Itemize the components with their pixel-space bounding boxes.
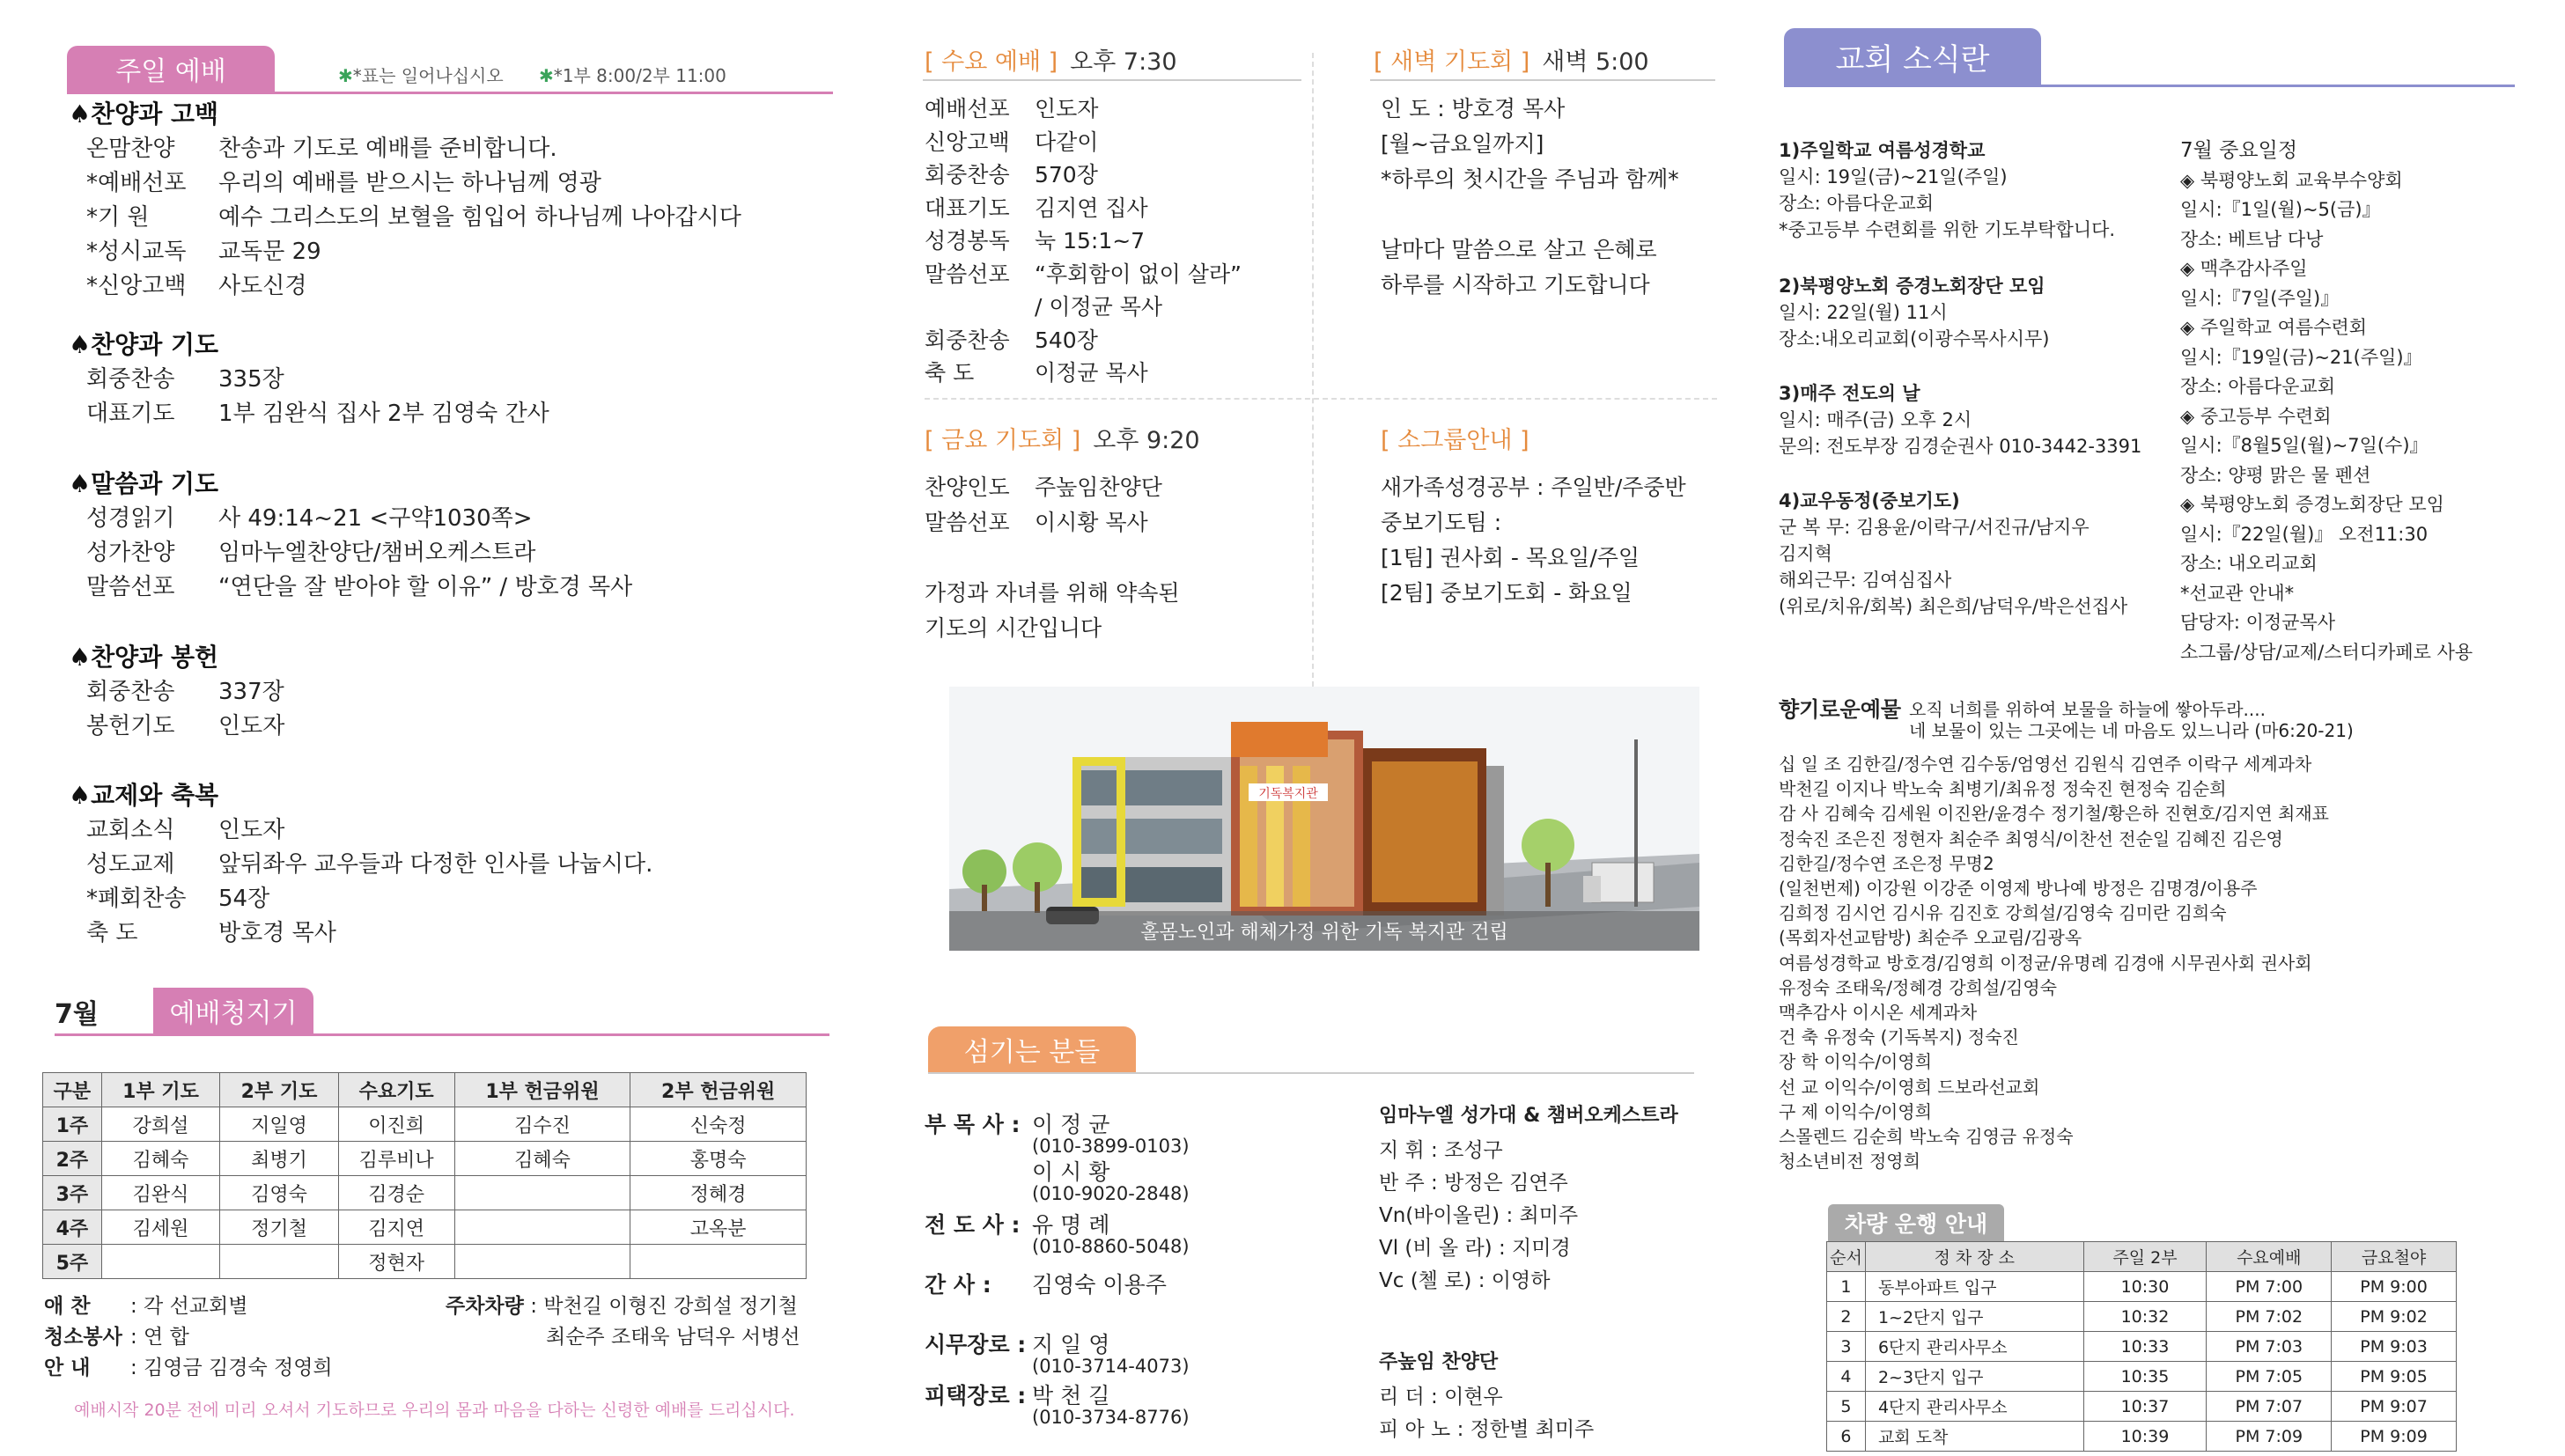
order-label: 말씀선포 xyxy=(925,510,1010,535)
servers-title: 섬기는 분들 xyxy=(963,1037,1101,1068)
table-cell: 10:33 xyxy=(2083,1332,2207,1362)
table-cell: PM 7:02 xyxy=(2207,1302,2332,1332)
dawn-line: *하루의 첫시간을 주님과 함께* xyxy=(1381,166,1679,192)
july-line: 장소: 양평 맑은 물 펜션 xyxy=(2180,464,2371,486)
table-cell: PM 9:09 xyxy=(2332,1422,2457,1452)
table-header: 주일 2부 xyxy=(2083,1242,2207,1272)
order-row xyxy=(86,268,306,300)
order-row xyxy=(86,395,549,428)
july-line: *선교관 안내* xyxy=(2180,582,2295,604)
table-row xyxy=(43,1245,807,1279)
july-line: 일시:『7일(주일)』 xyxy=(2180,287,2340,309)
table-cell: 김혜숙 xyxy=(454,1142,630,1176)
news-heading: 4)교우동정(중보기도) xyxy=(1779,490,1960,511)
order-label: 회중찬송 xyxy=(86,366,175,393)
table-cell: PM 7:00 xyxy=(2207,1272,2332,1302)
july-line: ◈ 주일학교 여름수련회 xyxy=(2180,317,2368,338)
offering-line: 감 사 김혜숙 김세원 이진완/윤경수 정기철/황은하 진현호/김지연 최재표 xyxy=(1779,803,2329,825)
july-line: ◈ 북평양노회 교육부수양회 xyxy=(2180,169,2403,191)
order-value: “후회함이 없이 살라” xyxy=(1035,261,1242,287)
order-value: 인도자 xyxy=(218,713,285,739)
news-line: 장소: 아름다운교회 xyxy=(1779,193,1935,214)
table-cell: 김지연 xyxy=(338,1210,454,1245)
order-label: 회중찬송 xyxy=(925,327,1010,353)
offering-verse-1: 오직 너희를 위하여 보물을 하늘에 쌓아두라.... xyxy=(1909,699,2266,720)
offering-line: 박천길 이지나 박노숙 최병기/최유정 정숙진 현정숙 김순희 xyxy=(1779,778,2227,800)
offering-line: 건 축 유정숙 (기독복지) 정숙진 xyxy=(1779,1026,2019,1048)
table-cell: 동부아파트 입구 xyxy=(1865,1272,2083,1302)
table-cell: 정기철 xyxy=(220,1210,339,1245)
bus-schedule-table xyxy=(1826,1241,2457,1452)
praise-title: 주높임 찬양단 xyxy=(1379,1351,1499,1373)
table-cell xyxy=(454,1245,630,1279)
table-row xyxy=(1827,1392,2457,1422)
small-group-line: [2팀] 중보기도회 - 화요일 xyxy=(1381,580,1633,606)
order-row xyxy=(86,846,652,879)
offering-line: 김한길/정수연 조은정 무명2 xyxy=(1779,852,1994,874)
dawn-line: 날마다 말씀으로 살고 은혜로 xyxy=(1381,237,1657,262)
table-row xyxy=(43,1176,807,1210)
choir-member: Vn(바이올린) : 최미주 xyxy=(1379,1204,1579,1227)
building-sign: 기독복지관 xyxy=(1258,787,1318,801)
offering-line: 유정숙 조태욱/정혜경 강희설/김영숙 xyxy=(1779,976,2057,998)
order-label: 성가찬양 xyxy=(86,540,175,566)
table-cell: 10:32 xyxy=(2083,1302,2207,1332)
parking-row-2: 최순주 조태욱 남덕우 서병선 xyxy=(546,1326,800,1349)
order-label: *신앙고백 xyxy=(86,273,187,299)
july-line: ◈ 북평양노회 증경노회장단 모임 xyxy=(2180,494,2444,515)
table-cell: 고옥분 xyxy=(630,1210,807,1245)
news-line: 군 복 무: 김용윤/이락구/서진규/남지우 xyxy=(1779,517,2090,538)
order-row xyxy=(86,500,533,533)
order-value: 335장 xyxy=(218,366,284,393)
july-line: ◈ 중고등부 수련회 xyxy=(2180,405,2332,427)
july-line: 일시:『19일(금)~21(주일)』 xyxy=(2180,346,2422,368)
table-cell: 김루비나 xyxy=(338,1142,454,1176)
table-row xyxy=(1827,1332,2457,1362)
table-cell: 4주 xyxy=(43,1210,102,1245)
table-cell: PM 9:00 xyxy=(2332,1272,2457,1302)
order-row xyxy=(925,505,1148,537)
order-label: *기 원 xyxy=(86,204,150,231)
news-line: 일시: 매주(금) 오후 2시 xyxy=(1779,409,1972,430)
july-line: ◈ 맥추감사주일 xyxy=(2180,258,2308,279)
offering-line: 장 학 이익수/이영희 xyxy=(1779,1051,1933,1073)
order-value: 1부 김완식 집사 2부 김영숙 간사 xyxy=(218,401,549,427)
order-value: 예수 그리스도의 보혈을 힘입어 하나님께 나아갑시다 xyxy=(218,204,741,231)
table-cell xyxy=(220,1245,339,1279)
july-heading: 7월 중요일정 xyxy=(2180,139,2298,162)
table-cell: 정혜경 xyxy=(630,1176,807,1210)
news-line: 일시: 22일(월) 11시 xyxy=(1779,302,1948,323)
order-label: 말씀선포 xyxy=(86,574,175,600)
table-cell: 4단지 관리사무소 xyxy=(1865,1392,2083,1422)
july-line: 일시:『22일(월)』 오전11:30 xyxy=(2180,523,2429,545)
small-group-heading: [ 소그룹안내 ] xyxy=(1381,427,1529,454)
server-role: 전 도 사 : xyxy=(925,1212,1021,1238)
choir-member: 지 휘 : 조성구 xyxy=(1379,1139,1503,1162)
section-divider xyxy=(1784,85,2515,87)
news-line: 장소:내오리교회(이광수목사시무) xyxy=(1779,328,2050,349)
order-value: 다같이 xyxy=(1035,129,1099,155)
table-header: 1부 헌금위원 xyxy=(454,1073,630,1107)
divider xyxy=(923,79,1301,81)
table-row xyxy=(1827,1422,2457,1452)
server-name: 이 시 황 xyxy=(1032,1159,1110,1185)
table-cell: 5주 xyxy=(43,1245,102,1279)
table-cell: 1 xyxy=(1827,1272,1866,1302)
table-header: 순서 xyxy=(1827,1242,1866,1272)
order-row xyxy=(86,233,321,266)
offering-line: 정숙진 조은진 정현자 최순주 최영식/이찬선 전순일 김혜진 김은영 xyxy=(1779,827,2283,849)
july-line: 장소: 내오리교회 xyxy=(2180,553,2318,574)
order-label: 말씀선포 xyxy=(925,261,1010,287)
table-cell: 강희설 xyxy=(101,1107,220,1142)
table-cell: 이진희 xyxy=(338,1107,454,1142)
order-value: 540장 xyxy=(1035,327,1098,353)
order-value: 김지연 집사 xyxy=(1035,195,1148,221)
server-role: 간 사 : xyxy=(925,1272,991,1298)
order-label: 온맘찬양 xyxy=(86,136,175,162)
order-label: 성경봉독 xyxy=(925,228,1010,254)
order-value: 방호경 목사 xyxy=(218,920,336,946)
fri-note-1: 가정과 자녀를 위해 약속된 xyxy=(925,580,1180,606)
fellowship-meal-row: 애 찬 : 각 선교회별 xyxy=(44,1295,248,1318)
table-cell: 2~3단지 입구 xyxy=(1865,1362,2083,1392)
table-cell xyxy=(454,1176,630,1210)
table-cell: PM 9:02 xyxy=(2332,1302,2457,1332)
stand-note: ✱*표는 일어나십시오 xyxy=(338,65,504,86)
dawn-line: [월~금요일까지] xyxy=(1381,131,1544,157)
divider xyxy=(1370,79,1715,81)
table-row xyxy=(1827,1272,2457,1302)
table-cell: 10:35 xyxy=(2083,1362,2207,1392)
order-value: 주높임찬양단 xyxy=(1035,474,1162,500)
choir-member: Vl (비 올 라) : 지미경 xyxy=(1379,1237,1571,1260)
table-cell: 김영숙 xyxy=(220,1176,339,1210)
order-value: 교독문 29 xyxy=(218,239,321,265)
order-row xyxy=(86,708,284,740)
wed-worship-heading: [ 수요 예배 ] 오후 7:30 xyxy=(925,48,1177,76)
table-cell: 김완식 xyxy=(101,1176,220,1210)
order-row xyxy=(925,257,1242,289)
table-row xyxy=(1827,1362,2457,1392)
table-cell: 홍명숙 xyxy=(630,1142,807,1176)
church-news-title: 교회 소식란 xyxy=(1835,41,1990,77)
offering-line: 십 일 조 김한길/정수연 김수동/엄영선 김원식 김연주 이락구 세계과차 xyxy=(1779,754,2312,775)
small-group-line: 중보기도팀 : xyxy=(1381,510,1502,535)
server-name: 김영숙 이용주 xyxy=(1032,1272,1167,1298)
order-label: 성도교제 xyxy=(86,851,175,878)
july-line: 일시:『1일(월)~5(금)』 xyxy=(2180,199,2381,220)
choir-title: 임마누엘 성가대 & 챔버오케스트라 xyxy=(1379,1105,1678,1127)
order-value: 사도신경 xyxy=(218,273,307,299)
order-row xyxy=(86,673,284,706)
news-heading: 2)북평양노회 증경노회장단 모임 xyxy=(1779,276,2045,297)
section-heading: ♠찬양과 기도 xyxy=(69,330,219,359)
order-row xyxy=(86,569,632,601)
order-label: 찬양인도 xyxy=(925,474,1010,500)
table-cell xyxy=(454,1210,630,1245)
table-header: 2부 기도 xyxy=(220,1073,339,1107)
order-value: 눅 15:1~7 xyxy=(1035,228,1146,254)
table-cell: 2 xyxy=(1827,1302,1866,1332)
order-row xyxy=(925,158,1098,189)
server-phone: (010-9020-2848) xyxy=(1032,1183,1190,1204)
july-line: 담당자: 이정균목사 xyxy=(2180,612,2336,633)
church-news-tab xyxy=(1784,28,2041,85)
offering-line: 스몰렌드 김순희 박노숙 김영금 유정숙 xyxy=(1779,1126,2074,1147)
server-phone: (010-3714-4073) xyxy=(1032,1356,1190,1377)
bus-schedule-title: 차량 운행 안내 xyxy=(1844,1211,1988,1237)
table-cell xyxy=(101,1245,220,1279)
server-name: 박 천 길 xyxy=(1032,1383,1110,1408)
welfare-center-image xyxy=(949,687,1699,951)
sunday-worship-title: 주일 예배 xyxy=(115,56,226,87)
dawn-prayer-heading: [ 새벽 기도회 ] 새벽 5:00 xyxy=(1374,48,1649,76)
table-cell: 6 xyxy=(1827,1422,1866,1452)
offering-title: 향기로운예물 xyxy=(1779,697,1902,722)
order-row xyxy=(925,356,1148,387)
news-line: 문의: 전도부장 김경순권사 010-3442-3391 xyxy=(1779,436,2142,457)
news-heading: 3)매주 전도의 날 xyxy=(1779,383,1920,404)
order-label: 축 도 xyxy=(925,360,975,386)
order-label: *예배선포 xyxy=(86,170,187,196)
choir-member: 반 주 : 방정은 김연주 xyxy=(1379,1172,1568,1195)
row-separator xyxy=(925,398,1717,400)
order-label: 축 도 xyxy=(86,920,138,946)
divider xyxy=(928,1072,1694,1074)
order-value: 570장 xyxy=(1035,162,1098,188)
table-header: 1부 기도 xyxy=(101,1073,220,1107)
order-row xyxy=(86,199,741,232)
bus-schedule-tab xyxy=(1828,1204,2004,1241)
order-value: 인도자 xyxy=(1035,96,1099,121)
table-cell: 1~2단지 입구 xyxy=(1865,1302,2083,1332)
stewards-table xyxy=(42,1072,807,1279)
table-cell: 10:39 xyxy=(2083,1422,2207,1452)
server-phone: (010-3899-0103) xyxy=(1032,1136,1190,1157)
table-cell: 2주 xyxy=(43,1142,102,1176)
section-heading: ♠말씀과 기도 xyxy=(69,469,219,498)
praise-member: 리 더 : 이현우 xyxy=(1379,1386,1503,1408)
table-header: 정 차 장 소 xyxy=(1865,1242,2083,1272)
table-cell: 3 xyxy=(1827,1332,1866,1362)
column-separator xyxy=(1312,53,1314,687)
offering-line: 김희정 김시언 김시유 김진호 강희설/김영숙 김미란 김희숙 xyxy=(1779,902,2227,924)
order-value: 임마누엘찬양단/챔버오케스트라 xyxy=(218,540,536,566)
order-value: 이시황 목사 xyxy=(1035,510,1148,535)
order-value: 앞뒤좌우 교우들과 다정한 인사를 나눕시다. xyxy=(218,851,653,878)
order-row xyxy=(925,92,1098,123)
dawn-line: 인 도 : 방호경 목사 xyxy=(1381,96,1566,121)
server-role: 시무장로 : xyxy=(925,1332,1027,1357)
offering-line: 여름성경학교 방호경/김영희 이정균/유명례 김경애 시무권사회 권사회 xyxy=(1779,952,2312,974)
order-label: *성시교독 xyxy=(86,239,187,265)
section-heading: ♠찬양과 봉헌 xyxy=(69,643,219,672)
server-name: 이 정 균 xyxy=(1032,1112,1110,1137)
table-cell: 3주 xyxy=(43,1176,102,1210)
image-caption: 홀몸노인과 해체가정 위한 기독 복지관 건립 xyxy=(949,911,1699,951)
month-label: 7월 xyxy=(55,999,99,1030)
offering-line: 맥추감사 이시온 세계과차 xyxy=(1779,1002,1978,1023)
order-value: 54장 xyxy=(218,886,270,912)
server-name: 유 명 례 xyxy=(1032,1212,1110,1238)
order-row xyxy=(925,290,1162,321)
offering-line: 청소년비전 정영희 xyxy=(1779,1151,1920,1173)
table-cell: PM 7:09 xyxy=(2207,1422,2332,1452)
order-label: 회중찬송 xyxy=(925,162,1010,188)
news-heading: 1)주일학교 여름성경학교 xyxy=(1779,140,1986,161)
offering-line: (목회자선교탐방) 최순주 오교림/김광옥 xyxy=(1779,927,2082,949)
offering-line: 구 제 이익수/이영희 xyxy=(1779,1100,1933,1122)
fri-prayer-heading: [ 금요 기도회 ] 오후 9:20 xyxy=(925,427,1200,454)
order-label: 예배선포 xyxy=(925,96,1010,121)
table-header: 2부 헌금위원 xyxy=(630,1073,807,1107)
news-line: 일시: 19일(금)~21일(주일) xyxy=(1779,166,2008,188)
order-value: 우리의 예배를 받으시는 하나님께 영광 xyxy=(218,170,601,196)
choir-member: Vc (첼 로) : 이영하 xyxy=(1379,1269,1551,1292)
table-cell: 최병기 xyxy=(220,1142,339,1176)
offering-line: (일천번제) 이강원 이강준 이영제 방나예 방정은 김명경/이용주 xyxy=(1779,878,2258,899)
table-cell: 5 xyxy=(1827,1392,1866,1422)
table-cell: PM 9:05 xyxy=(2332,1362,2457,1392)
table-cell: 교회 도착 xyxy=(1865,1422,2083,1452)
table-cell: 김수진 xyxy=(454,1107,630,1142)
order-label: 봉헌기도 xyxy=(86,713,175,739)
order-row xyxy=(925,125,1098,157)
order-label: 대표기도 xyxy=(86,401,175,427)
section-divider xyxy=(55,1033,829,1036)
table-cell: 10:30 xyxy=(2083,1272,2207,1302)
parking-row: 주차차량 : 박천길 이형진 강희설 정기철 xyxy=(446,1295,798,1318)
order-value: 찬송과 기도로 예배를 준비합니다. xyxy=(218,136,557,162)
table-cell: 4 xyxy=(1827,1362,1866,1392)
table-cell xyxy=(630,1245,807,1279)
order-value: 337장 xyxy=(218,679,284,705)
section-heading: ♠찬양과 고백 xyxy=(69,99,219,129)
server-role: 부 목 사 : xyxy=(925,1112,1021,1137)
section-divider xyxy=(67,92,833,94)
table-cell: 10:37 xyxy=(2083,1392,2207,1422)
order-row xyxy=(86,165,601,197)
order-row xyxy=(925,470,1162,502)
cleaning-row: 청소봉사 : 연 합 xyxy=(44,1326,189,1349)
order-row xyxy=(925,323,1098,355)
news-line: 해외근무: 김여심집사 xyxy=(1779,570,1952,591)
server-role: 피택장로 : xyxy=(925,1383,1027,1408)
server-phone: (010-8860-5048) xyxy=(1032,1236,1190,1257)
table-cell: PM 7:03 xyxy=(2207,1332,2332,1362)
section-heading: ♠교제와 축복 xyxy=(69,781,219,810)
table-header: 금요철야 xyxy=(2332,1242,2457,1272)
news-line: (위로/치유/회복) 최은희/남덕우/박은선집사 xyxy=(1779,596,2128,617)
order-row xyxy=(86,534,535,567)
bottom-note: 예배시작 20분 전에 미리 오셔서 기도하므로 우리의 몸과 마음을 다하는 신령한 예배를 드리십시다. xyxy=(74,1401,795,1420)
stewards-title: 예배청지기 xyxy=(169,998,298,1029)
order-label: *폐회찬송 xyxy=(86,886,187,912)
news-line: *중고등부 수련회를 위한 기도부탁합니다. xyxy=(1779,219,2116,240)
july-line: 장소: 베트남 다낭 xyxy=(2180,228,2324,250)
small-group-line: 새가족성경공부 : 주일반/주중반 xyxy=(1381,474,1686,500)
table-row xyxy=(43,1210,807,1245)
order-label: 회중찬송 xyxy=(86,679,175,705)
dawn-line: 하루를 시작하고 기도합니다 xyxy=(1381,272,1650,298)
order-row xyxy=(925,224,1145,255)
table-cell: PM 9:03 xyxy=(2332,1332,2457,1362)
order-label: 성경읽기 xyxy=(86,505,175,532)
order-row xyxy=(86,880,269,913)
order-row xyxy=(925,191,1148,223)
stewards-tab xyxy=(153,988,313,1033)
order-row xyxy=(86,361,284,393)
table-cell: 지일영 xyxy=(220,1107,339,1142)
order-value: “연단을 잘 받아야 할 이유” / 방호경 목사 xyxy=(218,574,633,600)
news-line: 김지혁 xyxy=(1779,543,1832,564)
order-value: 인도자 xyxy=(218,817,285,843)
offering-line: 선 교 이익수/이영희 드보라선교회 xyxy=(1779,1076,2040,1098)
server-name: 지 일 영 xyxy=(1032,1332,1110,1357)
order-row xyxy=(86,130,557,163)
servers-tab xyxy=(928,1026,1136,1072)
table-row xyxy=(43,1107,807,1142)
table-cell: PM 9:07 xyxy=(2332,1392,2457,1422)
small-group-line: [1팀] 권사회 - 목요일/주일 xyxy=(1381,545,1640,570)
table-header: 구분 xyxy=(43,1073,102,1107)
table-cell: PM 7:07 xyxy=(2207,1392,2332,1422)
table-cell: 신숙정 xyxy=(630,1107,807,1142)
table-row xyxy=(43,1142,807,1176)
order-row xyxy=(86,812,284,844)
order-value: 이정균 목사 xyxy=(1035,360,1148,386)
service-time-note: ✱*1부 8:00/2부 11:00 xyxy=(539,65,726,86)
table-row xyxy=(1827,1302,2457,1332)
table-cell: 1주 xyxy=(43,1107,102,1142)
table-cell: 김세원 xyxy=(101,1210,220,1245)
order-value: / 이정균 목사 xyxy=(1035,294,1163,320)
fri-note-2: 기도의 시간입니다 xyxy=(925,615,1102,641)
order-label: 신앙고백 xyxy=(925,129,1010,155)
july-line: 장소: 아름다운교회 xyxy=(2180,376,2336,397)
july-line: 일시:『8월5일(월)~7일(수)』 xyxy=(2180,435,2429,456)
table-cell: PM 7:05 xyxy=(2207,1362,2332,1392)
order-value: 사 49:14~21 <구약1030쪽> xyxy=(218,505,533,532)
table-cell: 6단지 관리사무소 xyxy=(1865,1332,2083,1362)
server-phone: (010-3734-8776) xyxy=(1032,1407,1190,1428)
table-cell: 김혜숙 xyxy=(101,1142,220,1176)
sunday-worship-tab xyxy=(67,46,275,92)
table-cell: 김경순 xyxy=(338,1176,454,1210)
order-label: 교회소식 xyxy=(86,817,175,843)
praise-member: 피 아 노 : 정한별 최미주 xyxy=(1379,1418,1595,1441)
offering-verse-2: 네 보물이 있는 그곳에는 네 마음도 있느니라 (마6:20-21) xyxy=(1909,720,2354,741)
order-row xyxy=(86,915,336,947)
table-header: 수요기도 xyxy=(338,1073,454,1107)
usher-row: 안 내 : 김영금 김경숙 정영희 xyxy=(44,1357,333,1379)
july-line: 소그룹/상담/교제/스터디카페로 사용 xyxy=(2180,641,2473,663)
order-label: 대표기도 xyxy=(925,195,1010,221)
table-cell: 정현자 xyxy=(338,1245,454,1279)
table-header: 수요예배 xyxy=(2207,1242,2332,1272)
